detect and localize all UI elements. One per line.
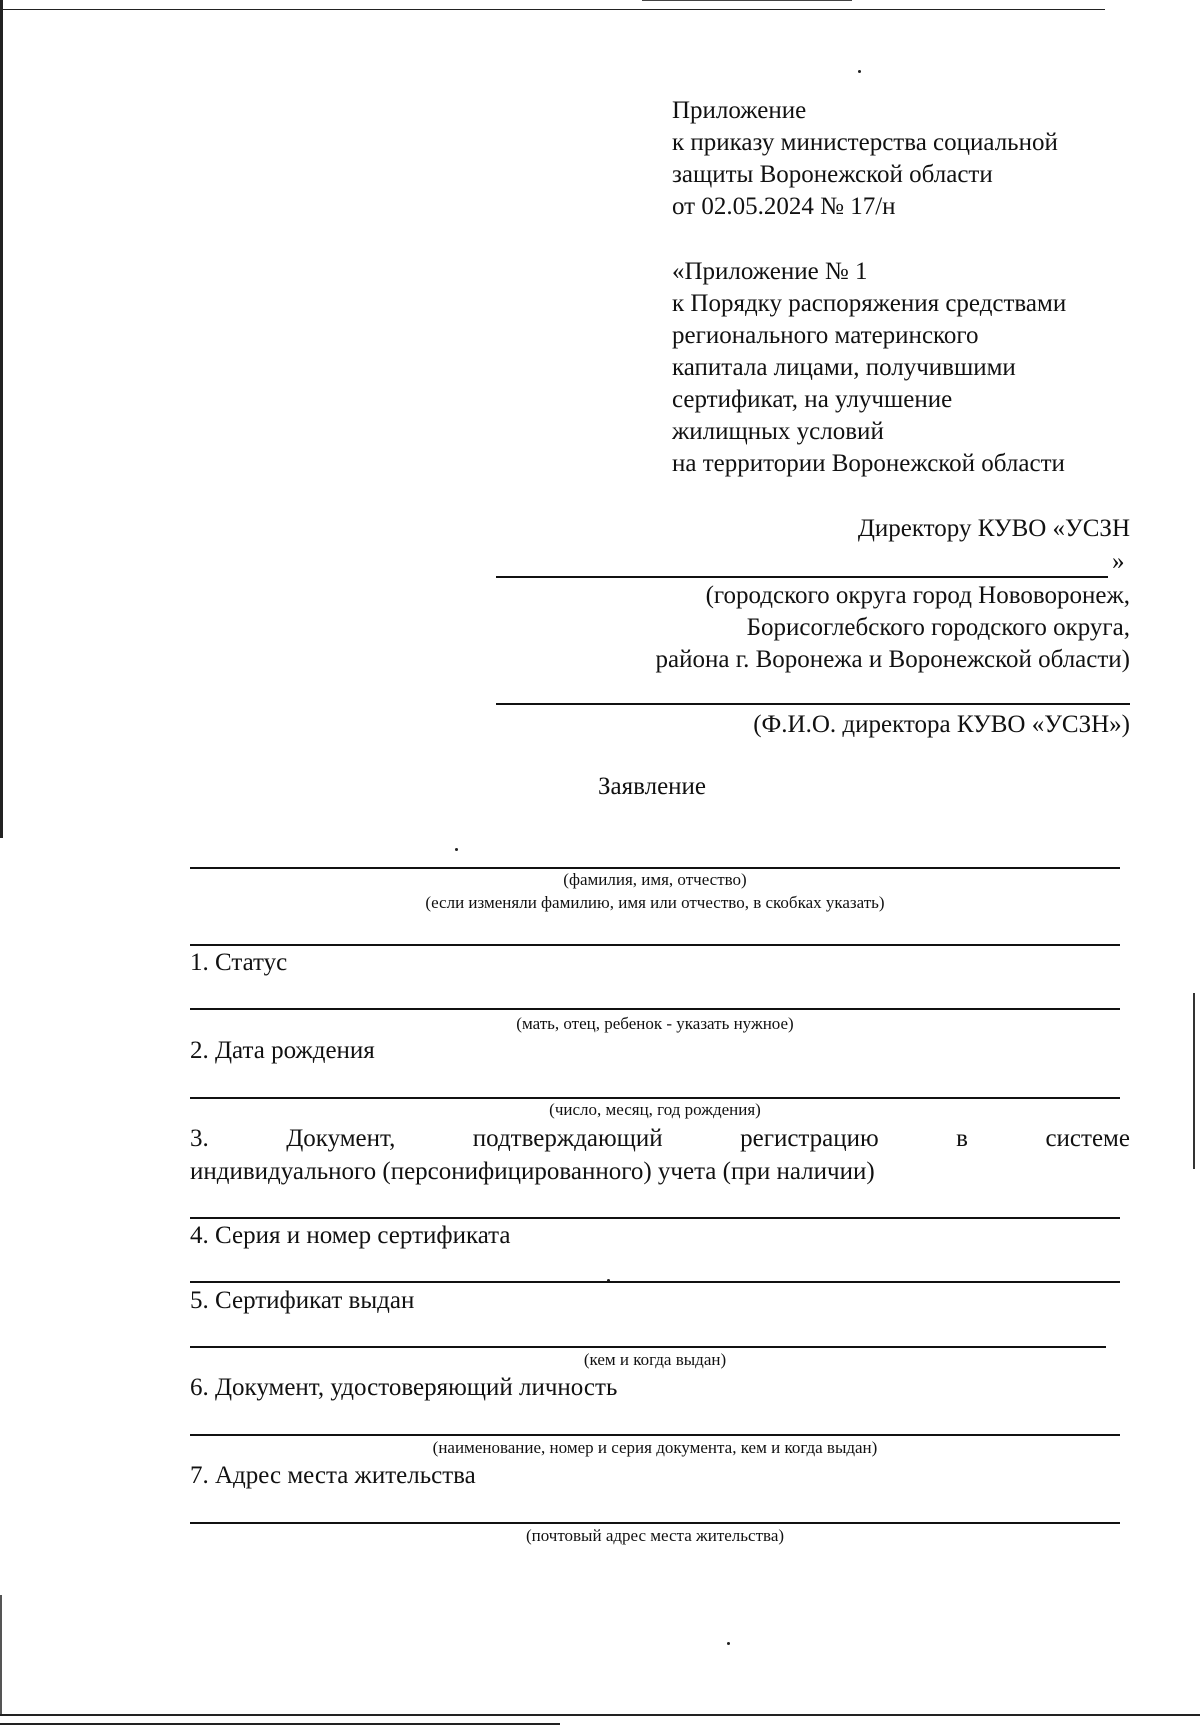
district-line: района г. Воронежа и Воронежской области): [655, 646, 1130, 673]
registration-blank: [190, 1217, 1120, 1219]
status-caption: (мать, отец, ребенок - указать нужное): [516, 1014, 794, 1033]
scan-border-top-fragment: [642, 0, 852, 1]
item-registration-word: Документ,: [286, 1125, 396, 1152]
director-name-blank: [496, 703, 1130, 705]
item-certificate-number-label: 4. Серия и номер сертификата: [190, 1222, 511, 1249]
certificate-number-blank: [190, 1281, 1120, 1283]
scan-border-left-lower: [0, 1595, 2, 1715]
closing-quote: »: [1112, 548, 1125, 575]
item-address-label: 7. Адрес места жительства: [190, 1462, 476, 1489]
scan-border-top: [0, 9, 1105, 10]
item-status-label: 1. Статус: [190, 949, 288, 976]
scan-speck: [455, 848, 458, 851]
certificate-issued-blank: [190, 1346, 1106, 1348]
certificate-issued-caption: (кем и когда выдан): [583, 1350, 727, 1369]
scan-border-bottom-fragment: [0, 1723, 560, 1725]
district-line: Борисоглебского городского округа,: [746, 614, 1130, 641]
appendix-line: от 02.05.2024 № 17/н: [672, 193, 896, 220]
appendix-1-line: «Приложение № 1: [672, 258, 868, 285]
birthdate-caption: (число, месяц, год рождения): [549, 1100, 761, 1119]
item-registration-word: регистрацию: [740, 1125, 879, 1152]
appendix-1-line: на территории Воронежской области: [672, 450, 1065, 477]
item-id-document-label: 6. Документ, удостоверяющий личность: [190, 1374, 618, 1401]
item-registration-line2: индивидуального (персонифицированного) учета (при наличии): [190, 1158, 875, 1185]
id-document-blank: [190, 1434, 1120, 1436]
appendix-1-block: [672, 256, 1066, 480]
address-caption: (почтовый адрес места жительства): [525, 1526, 785, 1545]
scan-border-bottom: [0, 1714, 1200, 1716]
addressee-line: Директору КУВО «УСЗН: [857, 515, 1130, 542]
district-line: (городского округа город Нововоронеж,: [705, 582, 1130, 609]
appendix-1-line: регионального материнского: [672, 322, 979, 349]
appendix-1-line: к Порядку распоряжения средствами: [672, 290, 1067, 317]
item-registration-word: системе: [1045, 1125, 1130, 1152]
item-registration-label: [190, 1123, 1130, 1155]
status-blank: [190, 1008, 1120, 1010]
blank-line: [190, 944, 1120, 946]
form-title: Заявление: [598, 773, 707, 800]
item-registration-word: 3.: [190, 1125, 209, 1152]
id-document-caption: (наименование, номер и серия документа, кем и когда выдан): [432, 1438, 878, 1457]
scan-speck: [727, 1642, 730, 1645]
appendix-line: Приложение: [672, 97, 807, 124]
appendix-block: [672, 95, 1058, 223]
appendix-1-line: жилищных условий: [672, 418, 884, 445]
scan-mark-right: [1193, 993, 1195, 1169]
name-change-caption: (если изменяли фамилию, имя или отчество, в скобках указать): [425, 893, 885, 912]
director-caption: (Ф.И.О. директора КУВО «УСЗН»): [753, 711, 1130, 738]
appendix-1-line: капитала лицами, получившими: [672, 354, 1016, 381]
address-blank: [190, 1522, 1120, 1524]
item-registration-word: в: [956, 1125, 968, 1152]
item-registration-word: подтверждающий: [472, 1125, 663, 1152]
name-caption: (фамилия, имя, отчество): [563, 870, 747, 889]
appendix-line: защиты Воронежской области: [672, 161, 993, 188]
scan-speck: [858, 70, 861, 73]
item-birthdate-label: 2. Дата рождения: [190, 1037, 375, 1064]
appendix-line: к приказу министерства социальной: [672, 129, 1058, 156]
scan-border-left: [0, 0, 3, 838]
appendix-1-line: сертификат, на улучшение: [672, 386, 953, 413]
item-certificate-issued-label: 5. Сертификат выдан: [190, 1287, 415, 1314]
director-district-blank: [496, 576, 1108, 578]
